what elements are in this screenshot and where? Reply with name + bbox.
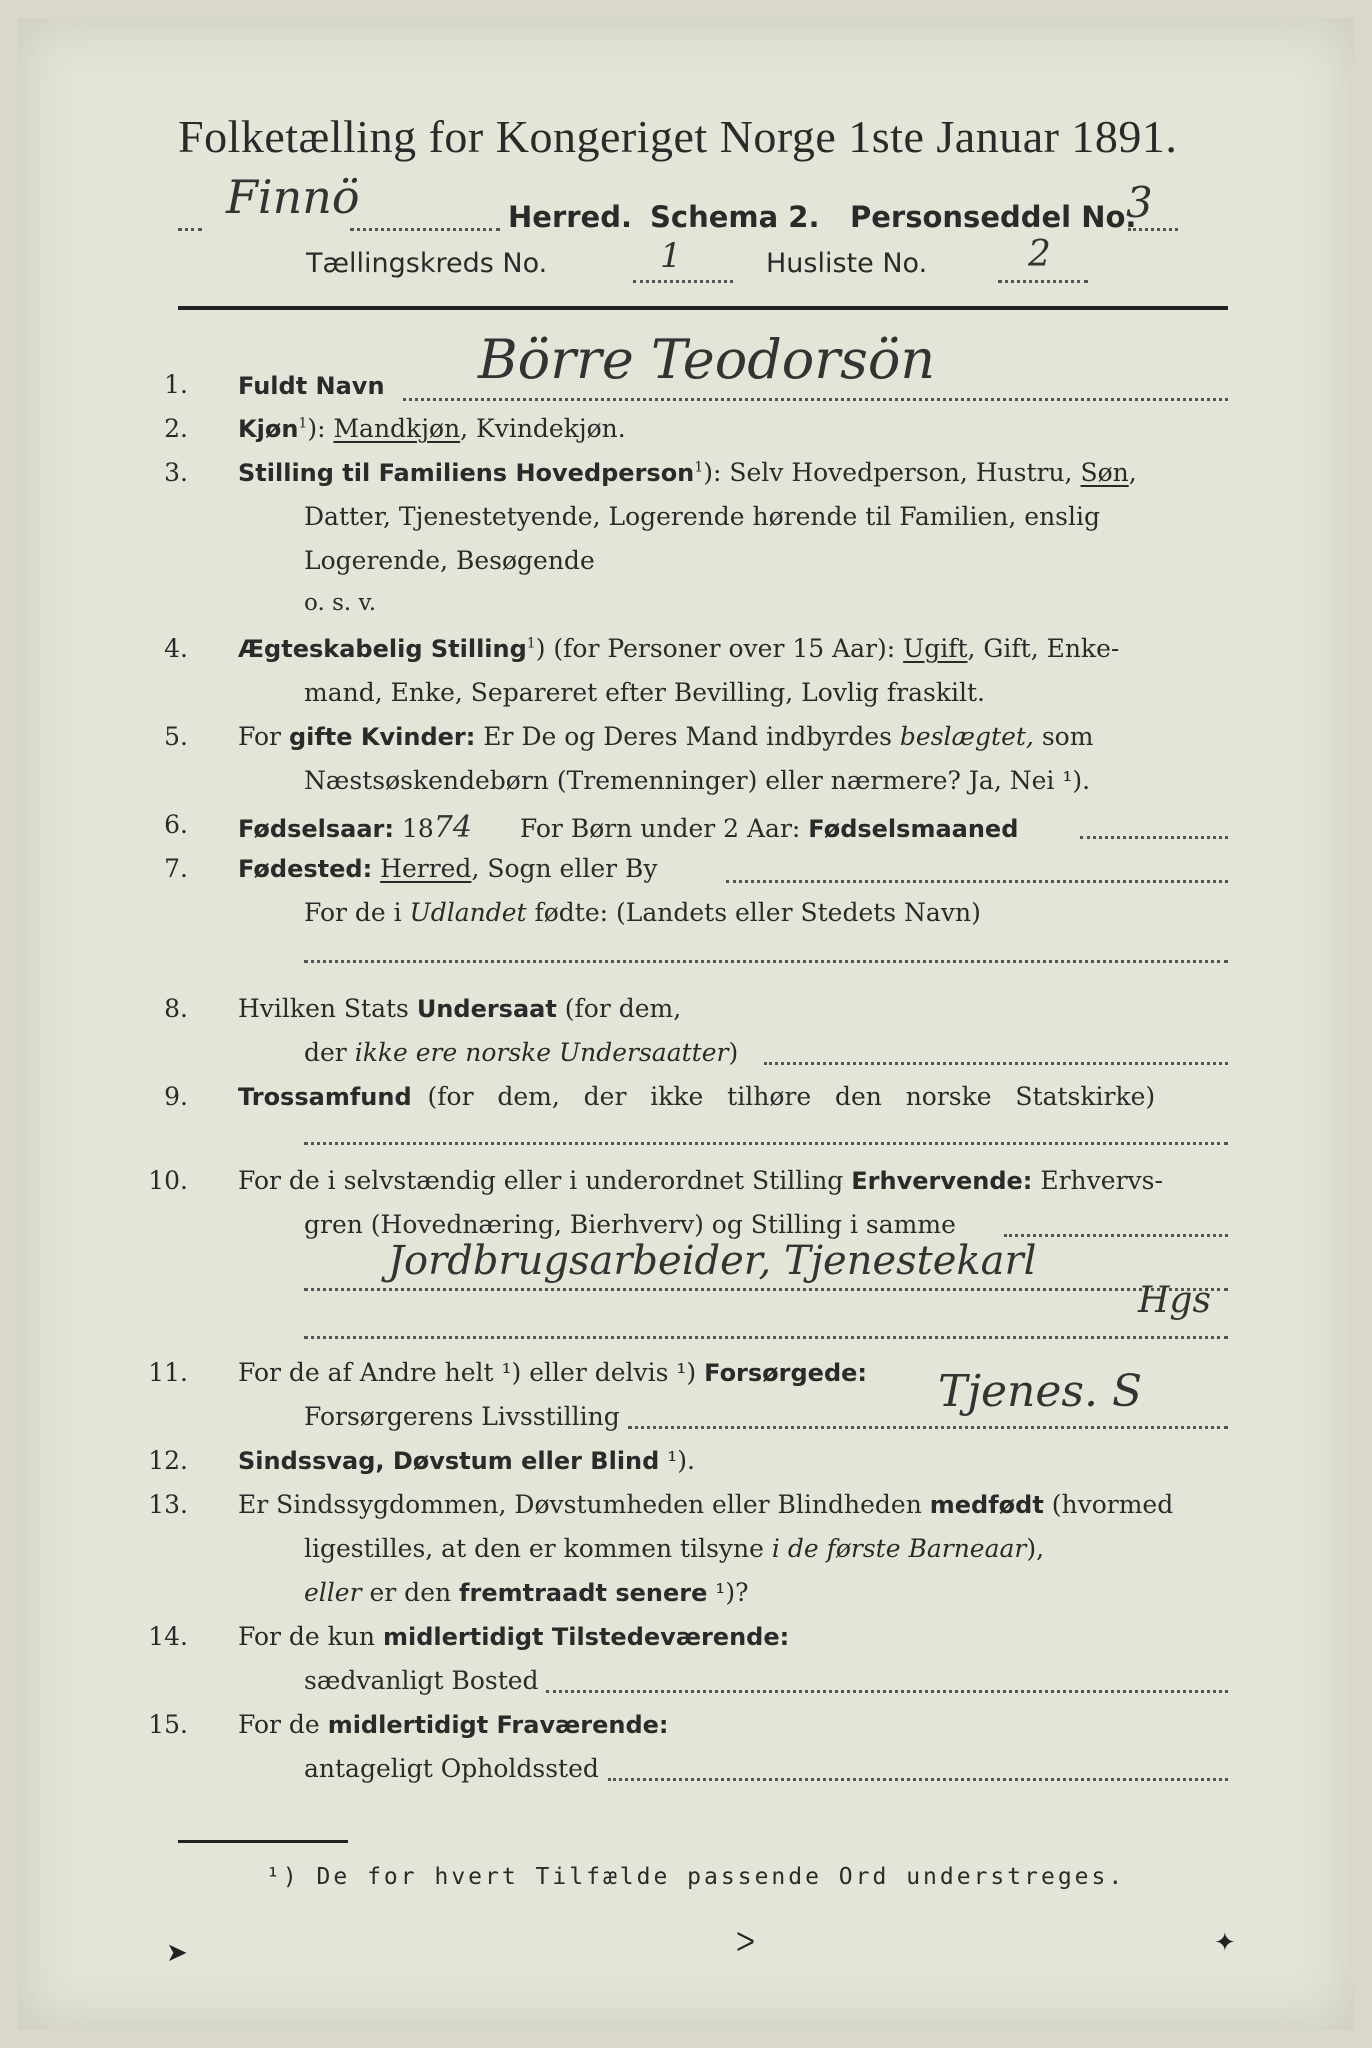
q3-line4: o. s. v. xyxy=(304,590,377,616)
q13-fremtraadt: fremtraadt senere xyxy=(459,1579,708,1607)
q13-medfodt: medfødt xyxy=(929,1491,1044,1519)
q2-rest: ): xyxy=(307,414,334,443)
q13-l3i: eller xyxy=(304,1578,362,1607)
q4-option-ugift: Ugift xyxy=(903,634,968,663)
q1-label: Fuldt Navn xyxy=(238,372,385,400)
dotted-leader xyxy=(178,228,202,231)
margin-mark: ✦ xyxy=(1214,1928,1236,1958)
q1-name-value: Börre Teodorsön xyxy=(478,328,936,391)
q11-line1 xyxy=(238,1358,867,1387)
q15-label: midlertidigt Fraværende: xyxy=(327,1711,669,1739)
dotted-leader xyxy=(633,280,733,283)
dotted-leader xyxy=(304,1142,1228,1145)
dotted-leader xyxy=(304,1336,1228,1339)
header-rule xyxy=(178,306,1228,310)
q11-l1a: For de af Andre helt ¹) eller delvis ¹) xyxy=(238,1358,705,1387)
q8-l2i: ikke ere norske Undersaatter xyxy=(354,1038,729,1067)
husliste-label: Husliste No. xyxy=(766,248,928,279)
q15-line1 xyxy=(238,1710,669,1739)
item-number: 10. xyxy=(148,1166,188,1195)
q9-line xyxy=(238,1082,1155,1111)
q13-line2 xyxy=(304,1534,1044,1563)
dotted-leader xyxy=(304,1288,1228,1291)
q10-code: Hgs xyxy=(1138,1280,1211,1321)
dotted-leader xyxy=(628,1426,1228,1429)
q14-line2: sædvanligt Bosted xyxy=(304,1666,539,1695)
item-number: 1. xyxy=(164,370,188,399)
dotted-leader xyxy=(350,228,500,231)
dotted-leader xyxy=(1004,1234,1228,1237)
q7-l2b: fødte: (Landets eller Stedets Navn) xyxy=(526,898,981,927)
margin-mark: ᐳ xyxy=(736,1928,755,1958)
herred-value: Finnö xyxy=(226,170,360,224)
q5-rest: Er De og Deres Mand indbyrdes xyxy=(475,722,900,751)
q13-l3a: er den xyxy=(361,1578,460,1607)
q12-line xyxy=(238,1446,695,1475)
item-number: 8. xyxy=(164,994,188,1023)
q10-l1b: Erhvervs- xyxy=(1032,1166,1163,1195)
q2-option-mandkjon: Mandkjøn xyxy=(333,414,461,443)
q6-year-value: 74 xyxy=(433,810,472,845)
item-number: 3. xyxy=(164,458,188,487)
dotted-leader xyxy=(608,1778,1228,1781)
q5-label: gifte Kvinder: xyxy=(288,723,476,751)
q13-line1 xyxy=(238,1490,1173,1519)
q5-line2: Næstsøskendebørn (Tremenninger) eller nærmere? Ja, Nei ¹). xyxy=(304,766,1091,795)
q14-label: midlertidigt Tilstedeværende: xyxy=(382,1623,790,1651)
q11-label: Forsørgede: xyxy=(704,1359,868,1387)
item-number: 11. xyxy=(148,1358,188,1387)
q12-rest: ¹). xyxy=(659,1446,695,1475)
herred-label: Herred. xyxy=(508,200,632,234)
q15-line2: antageligt Opholdssted xyxy=(304,1754,599,1783)
dotted-leader xyxy=(998,280,1088,283)
q8-l2b: ) xyxy=(728,1038,739,1067)
q12-label: Sindssvag, Døvstum eller Blind xyxy=(238,1447,660,1475)
dotted-leader xyxy=(403,398,1228,401)
q8-line1 xyxy=(238,994,681,1023)
q3-rest: ): Selv Hovedperson, Hustru, xyxy=(703,458,1081,487)
q13-l2i: i de første Barneaar xyxy=(771,1534,1027,1563)
q13-l1a: Er Sindssygdommen, Døvstumheden eller Blindheden xyxy=(238,1490,930,1519)
q3-label: Stilling til Familiens Hovedperson xyxy=(238,459,695,487)
q5-line1 xyxy=(238,722,1093,751)
q3-line3: Logerende, Besøgende xyxy=(304,546,595,575)
dotted-leader xyxy=(1128,228,1178,231)
q11-line2: Forsørgerens Livsstilling xyxy=(304,1402,620,1431)
q7-line1 xyxy=(238,854,658,883)
q8-line2 xyxy=(304,1038,738,1067)
dotted-leader xyxy=(764,1062,1228,1065)
q8-l2a: der xyxy=(304,1038,355,1067)
dotted-leader xyxy=(726,880,1228,883)
item-number: 4. xyxy=(164,634,188,663)
kreds-value: 1 xyxy=(660,236,682,276)
footnote-mark: 1 xyxy=(694,459,704,476)
q7-l2a: For de i xyxy=(304,898,410,927)
q4-label: Ægteskabelig Stilling xyxy=(238,635,527,663)
dotted-leader xyxy=(546,1690,1228,1693)
q7-option-herred: Herred xyxy=(380,854,472,883)
q6-line xyxy=(238,810,1018,845)
q13-line3 xyxy=(304,1578,749,1607)
personseddel-label: Personseddel No. xyxy=(850,200,1137,234)
item-number: 9. xyxy=(164,1082,188,1111)
q5-beslaegtet: beslægtet, xyxy=(899,722,1034,751)
q6-rest: For Børn under 2 Aar: xyxy=(511,814,809,843)
item-number: 6. xyxy=(164,810,188,839)
form-title: Folketælling for Kongeriget Norge 1ste Januar 1891. xyxy=(178,111,1178,162)
schema-label: Schema 2. xyxy=(650,200,820,234)
q9-label: Trossamfund xyxy=(238,1083,412,1111)
q13-l1b: (hvormed xyxy=(1043,1490,1174,1519)
item-number: 7. xyxy=(164,854,188,883)
q5-pre: For xyxy=(238,722,289,751)
q10-l1a: For de i selvstændig eller i underordnet Stilling xyxy=(238,1166,852,1195)
q7-udlandet: Udlandet xyxy=(409,898,527,927)
footnote-mark: 1 xyxy=(526,635,536,652)
q10-line1 xyxy=(238,1166,1163,1195)
q3-end: , xyxy=(1128,458,1137,487)
q13-l2b: ), xyxy=(1026,1534,1045,1563)
dotted-leader xyxy=(1080,836,1228,839)
q2-text xyxy=(238,414,626,443)
q2-option-kvindekjon: , Kvindekjøn. xyxy=(460,414,626,443)
q13-l2a: ligestilles, at den er kommen tilsyne xyxy=(304,1534,772,1563)
q14-line1 xyxy=(238,1622,789,1651)
q10-label: Erhvervende: xyxy=(851,1167,1033,1195)
q6-label: Fødselsaar: xyxy=(238,815,394,843)
kreds-label: Tællingskreds No. xyxy=(306,248,548,279)
q8-label: Undersaat xyxy=(416,995,557,1023)
q9-rest: (for dem, der ikke tilhøre den norske Statskirke) xyxy=(411,1082,1156,1111)
q4-rest: ) (for Personer over 15 Aar): xyxy=(535,634,904,663)
q8-pre: Hvilken Stats xyxy=(238,994,417,1023)
footnote-text: ¹) De for hvert Tilfælde passende Ord understreges. xyxy=(266,1864,1126,1890)
q11-supporter-value: Tjenes. S xyxy=(938,1366,1143,1417)
q10-line2: gren (Hovednæring, Bierhverv) og Stilling i samme xyxy=(304,1210,956,1239)
q4-end: , Gift, Enke- xyxy=(967,634,1120,663)
footnote-rule xyxy=(178,1840,348,1843)
q10-occupation-value: Jordbrugsarbeider, Tjenestekarl xyxy=(388,1238,1037,1284)
q14-pre: For de kun xyxy=(238,1622,383,1651)
q3-line2: Datter, Tjenestetyende, Logerende hørende til Familien, enslig xyxy=(304,502,1101,531)
item-number: 14. xyxy=(148,1622,188,1651)
item-number: 13. xyxy=(148,1490,188,1519)
item-number: 12. xyxy=(148,1446,188,1475)
q6-label2: Fødselsmaaned xyxy=(808,815,1019,843)
q3-line1 xyxy=(238,458,1137,487)
item-number: 2. xyxy=(164,414,188,443)
q15-pre: For de xyxy=(238,1710,328,1739)
q3-option-son: Søn xyxy=(1080,458,1129,487)
item-number: 15. xyxy=(148,1710,188,1739)
q6-prefix: 18 xyxy=(394,814,434,843)
q8-rest: (for dem, xyxy=(556,994,682,1023)
item-number: 5. xyxy=(164,722,188,751)
q7-line2 xyxy=(304,898,981,927)
q2-label: Kjøn xyxy=(238,415,299,443)
q4-line1 xyxy=(238,634,1119,663)
q5-som: som xyxy=(1033,722,1094,751)
footnote-mark: 1 xyxy=(298,415,308,432)
q7-rest: , Sogn eller By xyxy=(471,854,658,883)
census-form xyxy=(18,18,1354,2030)
husliste-value: 2 xyxy=(1028,234,1051,275)
q13-l3b: ¹)? xyxy=(707,1578,749,1607)
dotted-leader xyxy=(304,960,1228,963)
q7-label: Fødested: xyxy=(238,855,373,883)
q4-line2: mand, Enke, Separeret efter Bevilling, Lovlig fraskilt. xyxy=(304,678,985,707)
personseddel-value: 3 xyxy=(1126,178,1153,227)
margin-mark: ➤ xyxy=(166,1938,188,1968)
